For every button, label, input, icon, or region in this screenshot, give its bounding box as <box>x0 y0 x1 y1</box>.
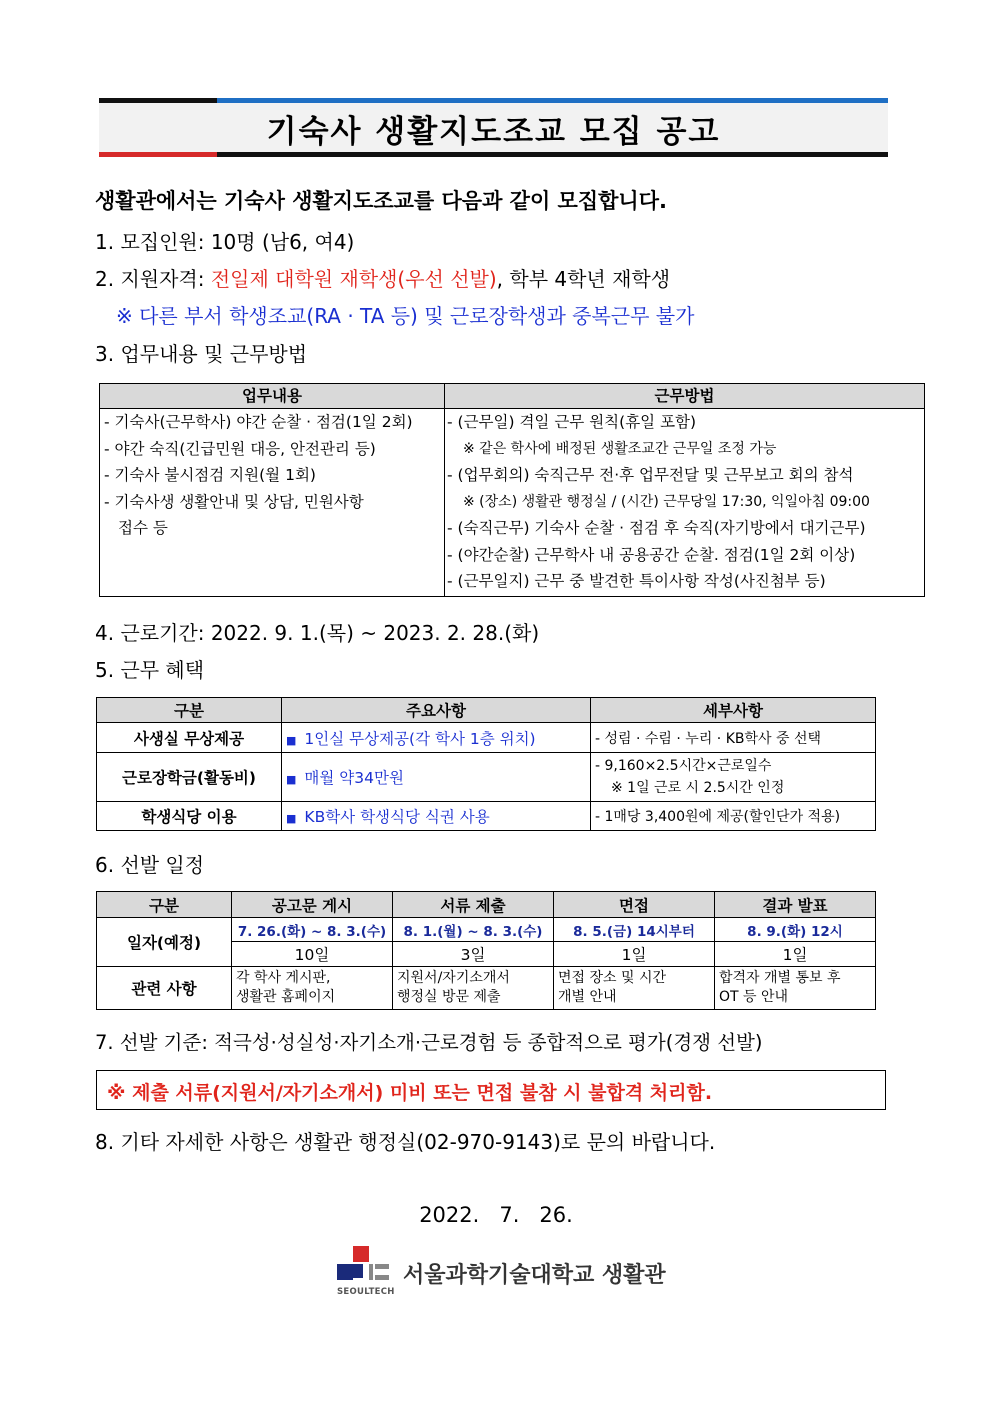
schedule-date: 8. 9.(화) 12시 <box>715 918 876 942</box>
qualification-rest: , 학부 4학년 재학생 <box>496 267 671 291</box>
method-note: ※ (장소) 생활관 행정실 / (시간) 근무당일 17:30, 익일아침 09:00 <box>463 493 870 510</box>
schedule-duration: 1일 <box>715 942 876 967</box>
qualification-prefix: 2. 지원자격: <box>95 267 211 291</box>
schedule-related <box>232 967 393 1010</box>
schedule-duration: 3일 <box>393 942 554 967</box>
benefit-category: 근로장학금(활동비) <box>97 753 282 802</box>
benefit-main-text: 매월 약34만원 <box>304 769 404 787</box>
schedule-header-category: 구분 <box>97 892 232 918</box>
item-qualification <box>95 263 670 292</box>
schedule-related-label: 관련 사항 <box>97 967 232 1010</box>
schedule-date: 7. 26.(화) ~ 8. 3.(수) <box>232 918 393 942</box>
duties-table <box>99 383 925 597</box>
related-line: 생활관 홈페이지 <box>236 989 336 1005</box>
benefit-detail: - 1매당 3,400원에 제공(할인단가 적용) <box>591 802 876 831</box>
related-line: 각 학사 게시판, <box>236 970 331 986</box>
warning-text: ※ 제출 서류(지원서/자기소개서) 미비 또는 면접 불참 시 불합격 처리함. <box>107 1082 713 1104</box>
bullet-icon: ■ <box>286 733 297 747</box>
related-line: 면접 장소 및 시간 <box>558 970 667 986</box>
benefit-detail-note: ※ 1일 근로 시 2.5시간 인정 <box>611 780 785 796</box>
methods-header: 근무방법 <box>445 384 925 409</box>
method-item: - (숙직근무) 기숙사 순찰 · 점검 후 숙직(자기방에서 대기근무) <box>447 519 866 537</box>
related-line: OT 등 안내 <box>719 989 789 1005</box>
schedule-table <box>96 891 876 1010</box>
seoultech-logo-icon <box>335 1246 395 1302</box>
method-item: - (근무일지) 근무 중 발견한 특이사항 작성(사진첨부 등) <box>447 572 826 590</box>
method-note: ※ 같은 학사에 배정된 생활조교간 근무일 조정 가능 <box>463 440 777 457</box>
schedule-duration: 10일 <box>232 942 393 967</box>
benefits-header-category: 구분 <box>97 698 282 723</box>
banner-bottom-red-bar <box>99 152 217 157</box>
bullet-icon: ■ <box>286 773 297 786</box>
duties-cell <box>100 409 445 597</box>
schedule-duration: 1일 <box>554 942 715 967</box>
schedule-header-result: 결과 발표 <box>715 892 876 918</box>
benefits-header-detail: 세부사항 <box>591 698 876 723</box>
duty-item: - 야간 숙직(긴급민원 대응, 안전관리 등) <box>104 439 376 458</box>
schedule-related <box>393 967 554 1010</box>
item-work-period: 4. 근로기간: 2022. 9. 1.(목) ~ 2023. 2. 28.(화) <box>95 621 540 645</box>
schedule-related <box>554 967 715 1010</box>
item-benefits-heading: 5. 근무 혜택 <box>95 658 205 682</box>
benefits-header-main: 주요사항 <box>282 698 591 723</box>
item-selection-criteria: 7. 선발 기준: 적극성·성실성·자기소개·근로경험 등 종합적으로 평가(경쟁 선발) <box>95 1031 763 1054</box>
duty-item: - 기숙사(근무학사) 야간 순찰 · 점검(1일 2회) <box>104 413 413 431</box>
benefits-row <box>97 723 876 753</box>
benefit-category: 학생식당 이용 <box>97 802 282 831</box>
banner-top-black-bar <box>99 98 217 103</box>
benefit-detail-line: - 9,160×2.5시간×근로일수 <box>595 758 772 774</box>
benefit-detail: - 성림 · 수림 · 누리 · KB학사 중 선택 <box>591 723 876 753</box>
benefit-category: 사생실 무상제공 <box>97 723 282 753</box>
related-line: 합격자 개별 통보 후 <box>719 970 841 986</box>
schedule-header-notice: 공고문 게시 <box>232 892 393 918</box>
page-title: 기숙사 생활지도조교 모집 공고 <box>266 114 721 150</box>
benefit-main <box>282 753 591 802</box>
schedule-header-interview: 면접 <box>554 892 715 918</box>
benefits-row <box>97 802 876 831</box>
method-item: - (근무일) 격일 근무 원칙(휴일 포함) <box>447 413 697 431</box>
benefit-main <box>282 723 591 753</box>
benefits-row <box>97 753 876 802</box>
schedule-date-label: 일자(예정) <box>97 918 232 967</box>
benefit-main-text: 1인실 무상제공(각 학사 1층 위치) <box>304 729 536 748</box>
method-item: - (야간순찰) 근무학사 내 공용공간 순찰. 점검(1일 2회 이상) <box>447 545 856 564</box>
related-line: 개별 안내 <box>558 989 617 1005</box>
schedule-date: 8. 5.(금) 14시부터 <box>554 918 715 942</box>
item-contact: 8. 기타 자세한 사항은 생활관 행정실(02-970-9143)로 문의 바랍니다. <box>95 1130 716 1154</box>
announcement-date: 2022. 7. 26. <box>419 1203 573 1227</box>
banner-top-blue-bar <box>217 98 888 103</box>
warning-box <box>96 1070 886 1110</box>
qualification-highlight: 전일제 대학원 재학생(우선 선발) <box>210 267 497 291</box>
duty-item: - 기숙사생 생활안내 및 상담, 민원사항 <box>104 492 364 511</box>
duty-item: 접수 등 <box>118 519 168 537</box>
bullet-icon: ■ <box>286 812 297 825</box>
item-duties-heading: 3. 업무내용 및 근무방법 <box>95 342 308 366</box>
benefit-main <box>282 802 591 831</box>
item-recruit-count: 1. 모집인원: 10명 (남6, 여4) <box>95 230 355 254</box>
duties-header: 업무내용 <box>100 384 445 409</box>
benefits-table <box>96 697 876 831</box>
intro-text: 생활관에서는 기숙사 생활지도조교를 다음과 같이 모집합니다. <box>95 189 667 213</box>
schedule-related <box>715 967 876 1010</box>
organization-name: 서울과학기술대학교 생활관 <box>403 1263 666 1288</box>
item-schedule-heading: 6. 선발 일정 <box>95 853 205 877</box>
qualification-note: ※ 다른 부서 학생조교(RA · TA 등) 및 근로장학생과 중복근무 불가 <box>116 304 695 328</box>
schedule-header-documents: 서류 제출 <box>393 892 554 918</box>
benefit-detail <box>591 753 876 802</box>
banner-bottom-black-bar <box>217 152 888 157</box>
logo-text: SEOULTECH <box>337 1287 395 1297</box>
method-item: - (업무회의) 숙직근무 전·후 업무전달 및 근무보고 회의 참석 <box>447 466 854 484</box>
benefit-main-text: KB학사 학생식당 식권 사용 <box>304 808 490 826</box>
methods-cell <box>445 409 925 597</box>
title-banner <box>99 98 888 157</box>
schedule-date: 8. 1.(월) ~ 8. 3.(수) <box>393 918 554 942</box>
related-line: 지원서/자기소개서 <box>397 970 510 986</box>
related-line: 행정실 방문 제출 <box>397 989 501 1005</box>
duty-item: - 기숙사 불시점검 지원(월 1회) <box>104 466 316 484</box>
